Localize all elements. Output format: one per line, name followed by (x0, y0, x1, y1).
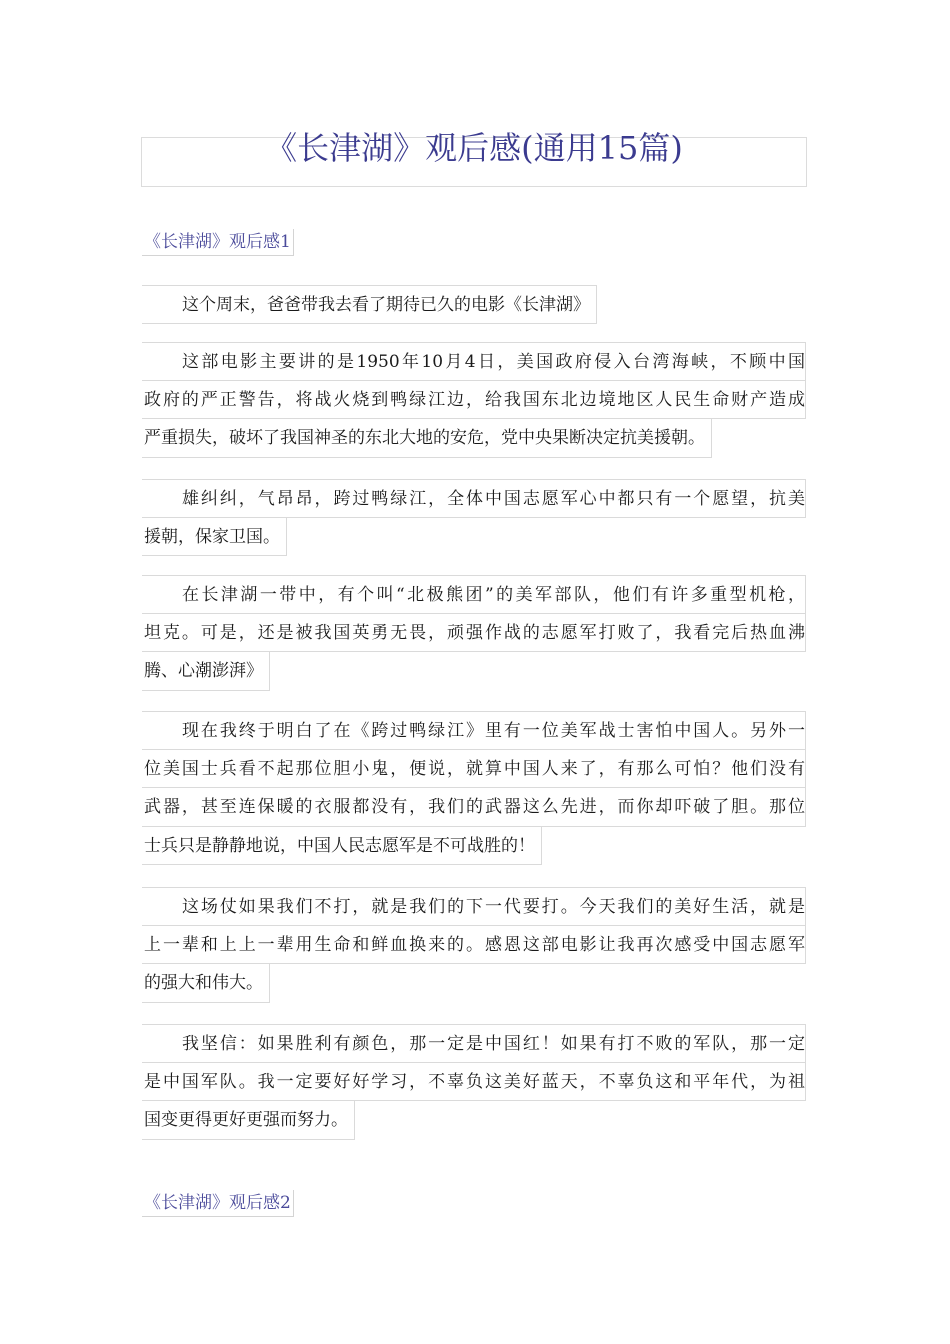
paragraph-line: 上一辈和上上一辈用生命和鲜血换来的。感恩这部电影让我再次感受中国志愿军 (142, 926, 806, 965)
paragraph-line: 位美国士兵看不起那位胆小鬼，便说，就算中国人来了，有那么可怕？他们没有 (142, 750, 806, 789)
paragraph-line: 武器，甚至连保暖的衣服都没有，我们的武器这么先进，而你却吓破了胆。那位 (142, 788, 806, 827)
paragraph-3 (142, 479, 806, 560)
page-title: 《长津湖》观后感(通用15篇) (265, 129, 683, 167)
paragraph-1 (142, 285, 806, 328)
paragraph-6 (142, 887, 806, 1007)
paragraph-line: 国变更得更好更强而努力。 (142, 1101, 355, 1140)
paragraph-4 (142, 575, 806, 695)
paragraph-line: 我坚信：如果胜利有颜色，那一定是中国红！如果有打不败的军队，那一定 (142, 1024, 806, 1063)
paragraph-line: 在长津湖一带中，有个叫“北极熊团”的美军部队，他们有许多重型机枪， (142, 575, 806, 614)
paragraph-line: 腾、心潮澎湃》 (142, 652, 270, 691)
paragraph-line: 严重损失，破坏了我国神圣的东北大地的安危，党中央果断决定抗美援朝。 (142, 419, 712, 458)
paragraph-line: 雄纠纠，气昂昂，跨过鸭绿江，全体中国志愿军心中都只有一个愿望，抗美 (142, 479, 806, 518)
paragraph-line: 现在我终于明白了在《跨过鸭绿江》里有一位美军战士害怕中国人。另外一 (142, 711, 806, 750)
paragraph-line: 士兵只是静静地说，中国人民志愿军是不可战胜的！ (142, 827, 542, 866)
paragraph-line: 的强大和伟大。 (142, 964, 270, 1003)
paragraph-5 (142, 711, 806, 869)
paragraph-line: 是中国军队。我一定要好好学习，不辜负这美好蓝天，不辜负这和平年代，为祖 (142, 1063, 806, 1102)
paragraph-line: 坦克。可是，还是被我国英勇无畏，顽强作战的志愿军打败了，我看完后热血沸 (142, 614, 806, 653)
paragraph-line: 这个周末，爸爸带我去看了期待已久的电影《长津湖》 (142, 285, 597, 324)
section-heading-1: 《长津湖》观后感1 (142, 229, 294, 256)
paragraph-line: 援朝，保家卫国。 (142, 518, 287, 557)
paragraph-line: 政府的严正警告，将战火烧到鸭绿江边，给我国东北边境地区人民生命财产造成 (142, 381, 806, 420)
paragraph-line: 这部电影主要讲的是1950年10月4日，美国政府侵入台湾海峡，不顾中国 (142, 342, 806, 381)
section-heading-2: 《长津湖》观后感2 (142, 1190, 294, 1217)
paragraph-line: 这场仗如果我们不打，就是我们的下一代要打。今天我们的美好生活，就是 (142, 887, 806, 926)
paragraph-2 (142, 342, 806, 462)
paragraph-7 (142, 1024, 806, 1144)
